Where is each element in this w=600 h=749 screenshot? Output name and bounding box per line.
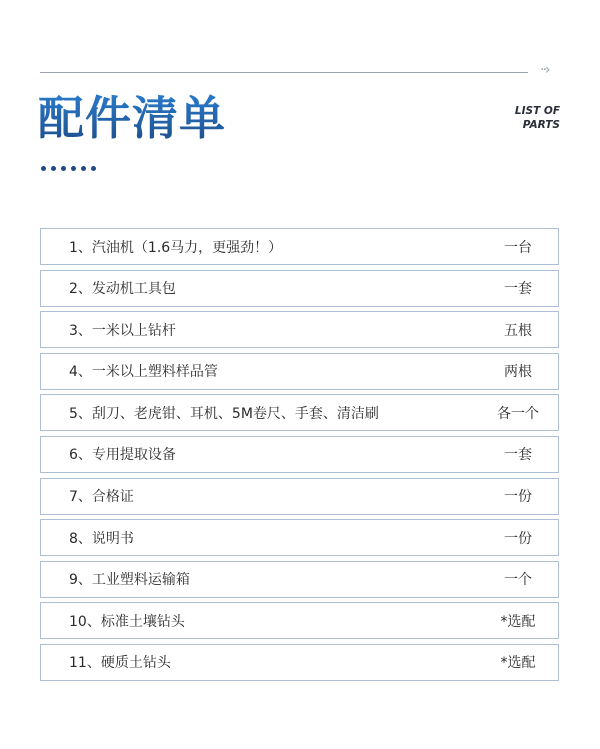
part-quantity: 一套 (504, 447, 532, 464)
part-name: 2、发动机工具包 (69, 281, 176, 298)
decorative-dots (41, 166, 96, 171)
page-title: 配件清单 (38, 88, 226, 148)
part-name: 6、专用提取设备 (69, 447, 176, 464)
part-name: 1、汽油机（1.6马力，更强劲！） (69, 239, 283, 256)
parts-row (40, 353, 559, 390)
part-name: 7、合格证 (69, 489, 134, 506)
dot-icon (81, 166, 86, 171)
part-quantity: 五根 (504, 322, 532, 339)
parts-row (40, 561, 559, 598)
part-quantity: 一个 (504, 572, 532, 589)
subtitle-line-1: LIST OF (514, 105, 560, 117)
dot-icon (91, 166, 96, 171)
parts-row (40, 644, 559, 681)
part-name: 5、刮刀、老虎钳、耳机、5M卷尺、手套、清洁刷 (69, 405, 379, 422)
parts-row (40, 311, 559, 348)
chevron-right-icon: ··› (540, 62, 549, 78)
part-name: 4、一米以上塑料样品管 (69, 364, 218, 381)
part-quantity: *选配 (500, 613, 536, 630)
dot-icon (61, 166, 66, 171)
parts-list (40, 228, 559, 686)
parts-row (40, 228, 559, 265)
dot-icon (41, 166, 46, 171)
parts-row (40, 519, 559, 556)
part-name: 11、硬质土钻头 (69, 655, 171, 672)
parts-row (40, 436, 559, 473)
subtitle-line-2: PARTS (522, 119, 560, 131)
part-name: 8、说明书 (69, 530, 134, 547)
dot-icon (51, 166, 56, 171)
parts-row (40, 602, 559, 639)
part-name: 9、工业塑料运输箱 (69, 572, 190, 589)
parts-row (40, 270, 559, 307)
part-name: 10、标准土壤钻头 (69, 613, 185, 630)
part-quantity: 一套 (504, 281, 532, 298)
page-subtitle (480, 104, 560, 132)
parts-row (40, 394, 559, 431)
part-quantity: 各一个 (497, 405, 539, 422)
part-quantity: 一份 (504, 489, 532, 506)
header-divider-line (40, 72, 528, 73)
part-quantity: 两根 (504, 364, 532, 381)
part-quantity: *选配 (500, 655, 536, 672)
part-name: 3、一米以上钻杆 (69, 322, 176, 339)
part-quantity: 一份 (504, 530, 532, 547)
parts-row (40, 478, 559, 515)
part-quantity: 一台 (504, 239, 532, 256)
dot-icon (71, 166, 76, 171)
